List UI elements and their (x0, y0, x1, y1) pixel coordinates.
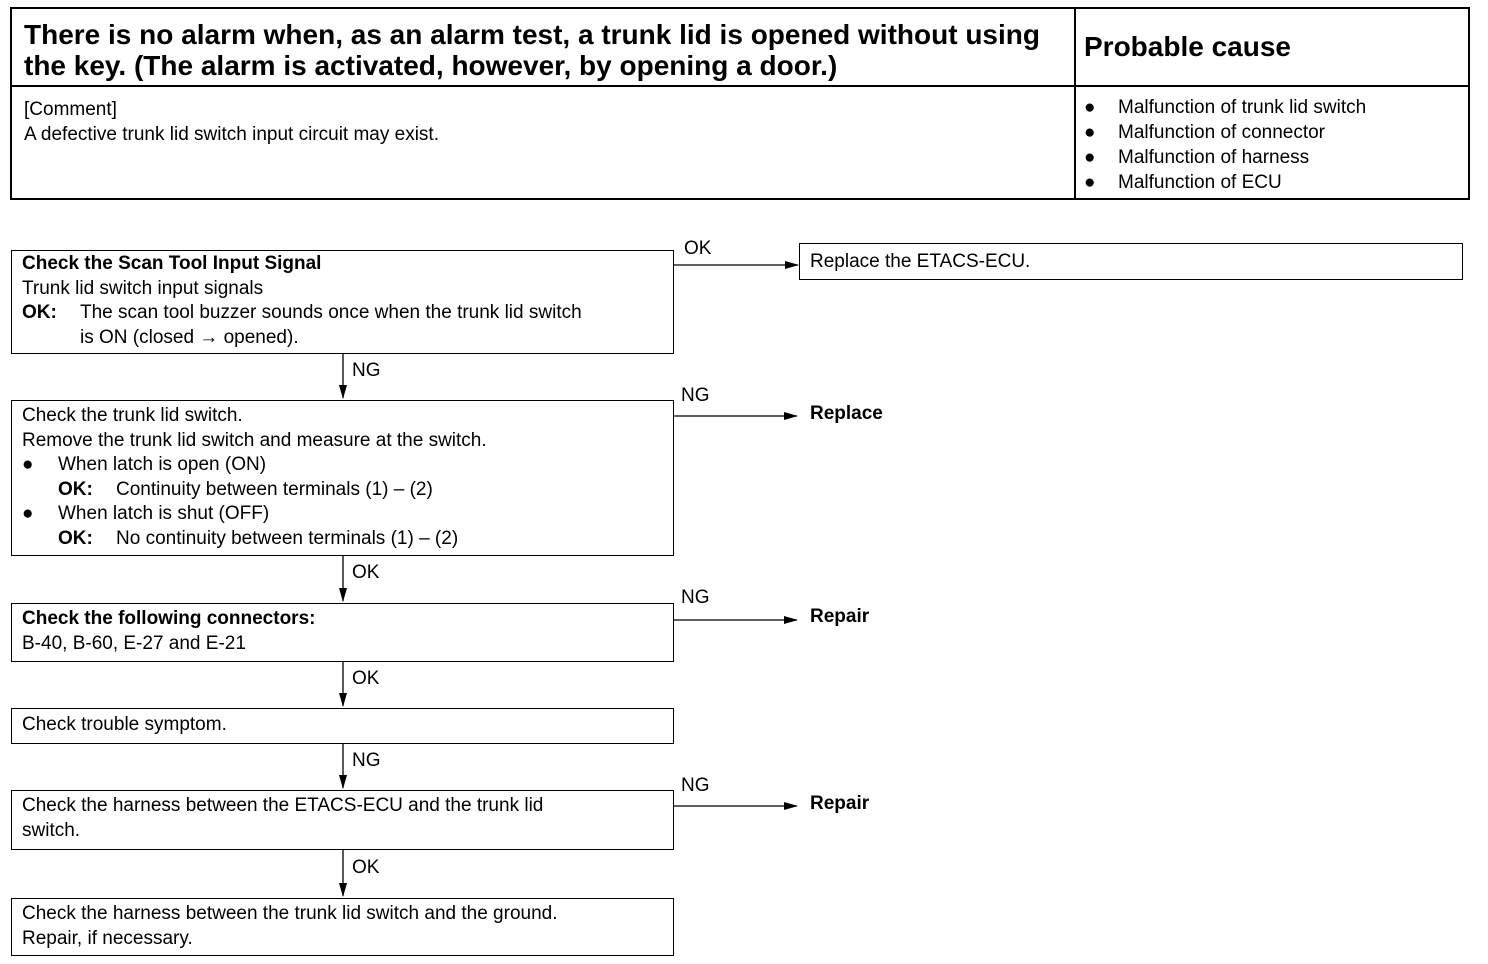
result-replace-ecu: Replace the ETACS-ECU. (799, 243, 1463, 280)
list-item: ● Malfunction of trunk lid switch (1084, 97, 1367, 118)
branch-label-harness-ok: OK (352, 857, 380, 878)
symptom-title: There is no alarm when, as an alarm test, a trunk lid is opened without using the key. (The alarm is activated, however, by opening a door.) (24, 19, 1040, 81)
comment-text: A defective trunk lid switch input circuit may exist. (24, 124, 439, 145)
step-title: Check the Scan Tool Input Signal (22, 253, 322, 274)
branch-label-switch-ok: OK (352, 562, 380, 583)
step-trouble-symptom-check: Check trouble symptom. (11, 708, 674, 744)
branch-label-harness-ng: NG (681, 775, 710, 796)
step-title: Check the following connectors: (22, 608, 316, 629)
step-harness-ground-check: Check the harness between the trunk lid switch and the ground. Repair, if necessary. (11, 898, 674, 956)
result-repair-harness: Repair (810, 793, 870, 814)
comment-label: [Comment] (24, 99, 117, 120)
ok-label: OK: (58, 527, 93, 549)
list-item: ● Malfunction of ECU (1084, 172, 1282, 193)
branch-label-switch-ng: NG (681, 385, 710, 406)
branch-label-scan-ng: NG (352, 360, 381, 381)
branch-label-scan-ok: OK (684, 238, 712, 259)
result-repair-connectors: Repair (810, 606, 870, 627)
step-harness-ecu-check: Check the harness between the ETACS-ECU and the trunk lid switch. (11, 790, 674, 850)
step-scan-tool-check: Check the Scan Tool Input Signal Trunk lid switch input signals OK: The scan tool buzzer sounds once when the trunk lid switch is ON (closed → opened). (11, 250, 674, 354)
branch-label-symptom-ng: NG (352, 750, 381, 771)
result-replace: Replace (810, 403, 883, 424)
bullet-icon: ● (1084, 97, 1096, 118)
probable-cause-title: Probable cause (1084, 31, 1291, 62)
branch-label-conn-ok: OK (352, 668, 380, 689)
step-connectors-check: Check the following connectors: B-40, B-60, E-27 and E-21 (11, 603, 674, 662)
ok-label: OK: (58, 478, 93, 500)
ok-label: OK: (22, 302, 57, 323)
list-item: ● Malfunction of harness (1084, 147, 1310, 168)
branch-label-conn-ng: NG (681, 587, 710, 608)
bullet-icon: ● (1084, 172, 1096, 193)
bullet-icon: ● (1084, 147, 1096, 168)
bullet-icon: ● (22, 503, 34, 524)
list-item: ● Malfunction of connector (1084, 122, 1326, 143)
bullet-icon: ● (22, 454, 34, 475)
bullet-icon: ● (1084, 122, 1096, 143)
step-trunk-lid-switch-check: Check the trunk lid switch. Remove the trunk lid switch and measure at the switch. ● When latch is open (ON) OK: Continuity between terminals (1) – (2) ● When latch is shut (OFF) OK: No continuity between terminals (1) – (2) (11, 400, 674, 556)
